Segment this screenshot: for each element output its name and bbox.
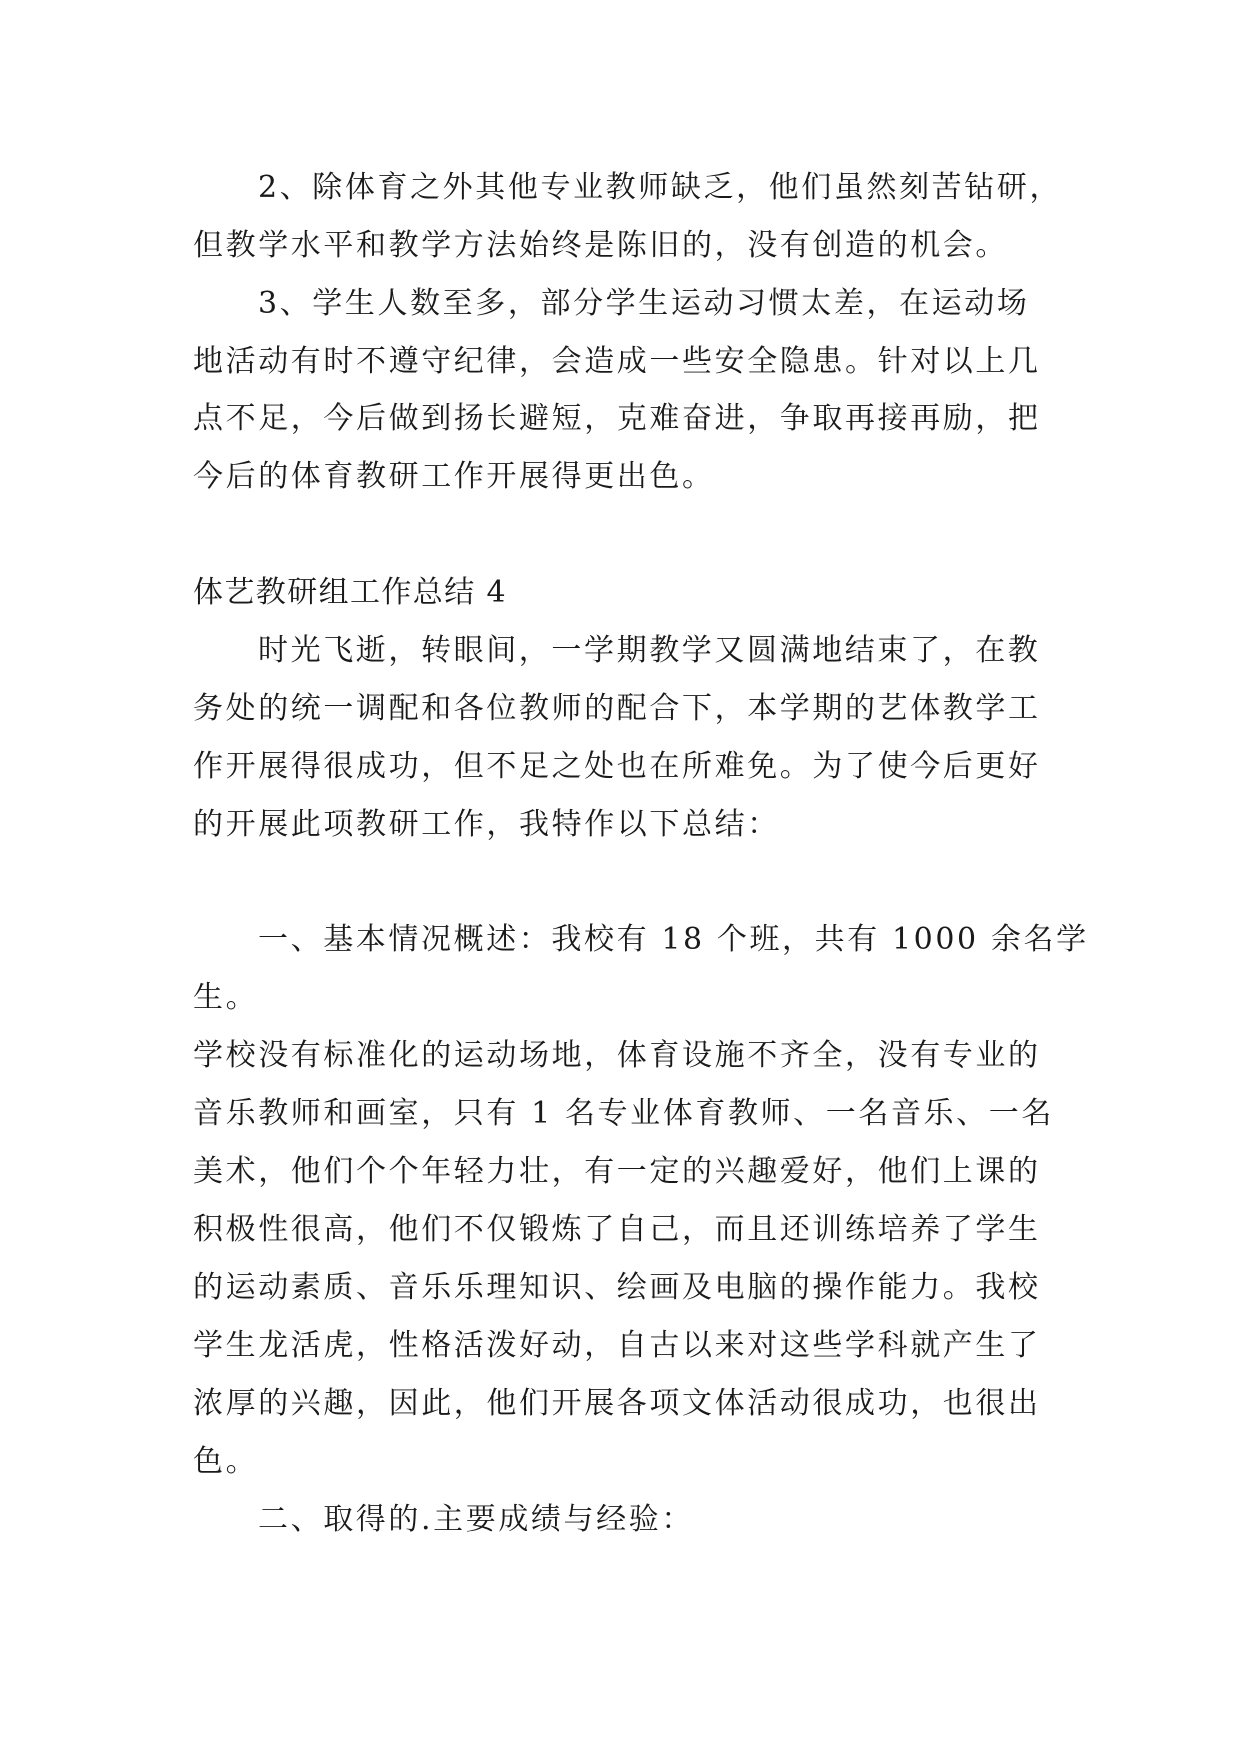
paragraph-line: 的运动素质、音乐乐理知识、绘画及电脑的操作能力。我校 (193, 1270, 1041, 1305)
paragraph-line: 3、学生人数至多，部分学生运动习惯太差，在运动场 (258, 286, 1030, 321)
paragraph-line: 的开展此项教研工作，我特作以下总结： (193, 807, 780, 842)
paragraph-line: 点不足，今后做到扬长避短，克难奋进，争取再接再励，把 (193, 401, 1041, 436)
section-heading: 体艺教研组工作总结 4 (193, 575, 508, 610)
paragraph-line: 作开展得很成功，但不足之处也在所难免。为了使今后更好 (193, 749, 1041, 784)
paragraph-line: 但教学水平和教学方法始终是陈旧的，没有创造的机会。 (193, 228, 1008, 263)
paragraph-line: 色。 (193, 1444, 259, 1479)
paragraph-line: 2、除体育之外其他专业教师缺乏，他们虽然刻苦钻研， (258, 170, 1063, 205)
paragraph-line: 地活动有时不遵守纪律，会造成一些安全隐患。针对以上几 (193, 344, 1041, 379)
paragraph-line: 时光飞逝，转眼间，一学期教学又圆满地结束了，在教 (258, 633, 1041, 668)
paragraph-line: 积极性很高，他们不仅锻炼了自己，而且还训练培养了学生 (193, 1212, 1041, 1247)
paragraph-line: 音乐教师和画室，只有 1 名专业体育教师、一名音乐、一名 (193, 1096, 1054, 1131)
paragraph-line: 二、取得的.主要成绩与经验： (258, 1502, 694, 1537)
paragraph-line: 一、基本情况概述：我校有 18 个班，共有 1000 余名学 (258, 922, 1089, 957)
paragraph-line: 今后的体育教研工作开展得更出色。 (193, 459, 715, 494)
paragraph-line: 浓厚的兴趣，因此，他们开展各项文体活动很成功，也很出 (193, 1386, 1041, 1421)
paragraph-line: 学生龙活虎，性格活泼好动，自古以来对这些学科就产生了 (193, 1328, 1041, 1363)
paragraph-line: 学校没有标准化的运动场地，体育设施不齐全，没有专业的 (193, 1038, 1041, 1073)
paragraph-line: 生。 (193, 980, 259, 1015)
paragraph-line: 务处的统一调配和各位教师的配合下，本学期的艺体教学工 (193, 691, 1041, 726)
paragraph-line: 美术，他们个个年轻力壮，有一定的兴趣爱好，他们上课的 (193, 1154, 1041, 1189)
